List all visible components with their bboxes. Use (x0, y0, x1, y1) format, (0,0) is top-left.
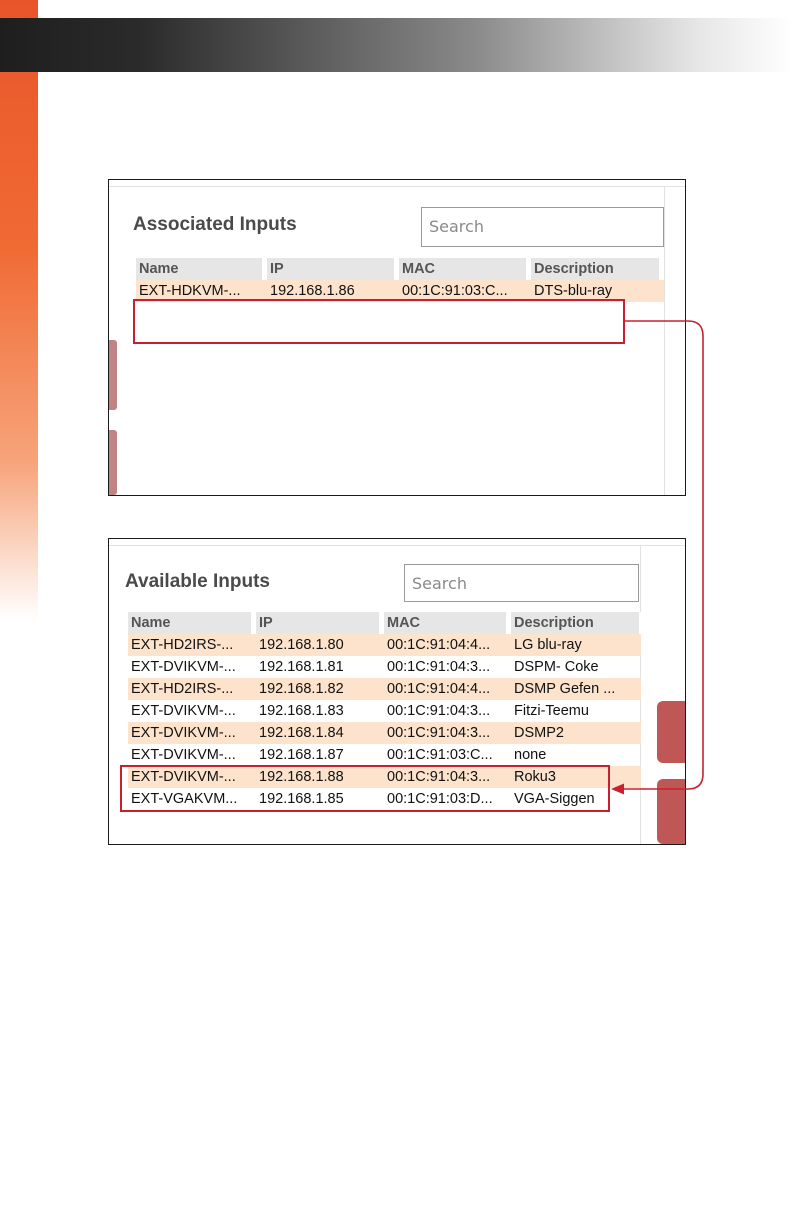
cell-description: Roku3 (514, 769, 556, 785)
cell-name: EXT-DVIKVM-... (131, 747, 236, 763)
cell-ip: 192.168.1.81 (259, 659, 344, 675)
column-header-ip[interactable]: IP (267, 258, 396, 280)
cell-mac: 00:1C:91:03:C... (402, 283, 508, 299)
cell-mac: 00:1C:91:04:3... (387, 769, 491, 785)
cell-ip: 192.168.1.88 (259, 769, 344, 785)
cell-description: DSMP Gefen ... (514, 681, 616, 697)
column-header-mac[interactable]: MAC (384, 612, 508, 634)
cell-mac: 00:1C:91:04:3... (387, 703, 491, 719)
cell-description: DTS-blu-ray (534, 283, 613, 299)
column-header-mac[interactable]: MAC (399, 258, 528, 280)
cell-mac: 00:1C:91:03:D... (387, 791, 493, 807)
cell-mac: 00:1C:91:04:4... (387, 637, 491, 653)
cell-ip: 192.168.1.86 (270, 283, 355, 299)
cell-ip: 192.168.1.83 (259, 703, 344, 719)
cell-description: VGA-Siggen (514, 791, 595, 807)
column-header-description[interactable]: Description (531, 258, 661, 280)
cell-name: EXT-DVIKVM-... (131, 703, 236, 719)
cell-ip: 192.168.1.82 (259, 681, 344, 697)
cell-ip: 192.168.1.84 (259, 725, 344, 741)
cell-mac: 00:1C:91:03:C... (387, 747, 493, 763)
cell-description: Fitzi-Teemu (514, 703, 589, 719)
column-header-description[interactable]: Description (511, 612, 641, 634)
column-header-ip[interactable]: IP (256, 612, 381, 634)
cell-description: DSMP2 (514, 725, 564, 741)
cell-name: EXT-HD2IRS-... (131, 637, 234, 653)
arrow-head-icon (611, 784, 624, 795)
cell-mac: 00:1C:91:04:3... (387, 659, 491, 675)
cell-name: EXT-DVIKVM-... (131, 659, 236, 675)
column-header-name[interactable]: Name (136, 258, 264, 280)
connector-line (624, 321, 703, 789)
panel-title: Available Inputs (125, 571, 270, 592)
cell-name: EXT-DVIKVM-... (131, 725, 236, 741)
column-header-name[interactable]: Name (128, 612, 253, 634)
search-input[interactable]: Search (421, 207, 664, 247)
panel-title: Associated Inputs (133, 214, 297, 235)
search-input[interactable]: Search (404, 564, 639, 602)
cell-description: none (514, 747, 547, 763)
cell-name: EXT-HD2IRS-... (131, 681, 234, 697)
cell-ip: 192.168.1.87 (259, 747, 344, 763)
cell-name: EXT-DVIKVM-... (131, 769, 236, 785)
cell-name: EXT-HDKVM-... (139, 283, 241, 299)
cell-mac: 00:1C:91:04:3... (387, 725, 491, 741)
cell-name: EXT-VGAKVM... (131, 791, 238, 807)
cell-ip: 192.168.1.85 (259, 791, 344, 807)
cell-description: LG blu-ray (514, 637, 582, 653)
cell-ip: 192.168.1.80 (259, 637, 344, 653)
cell-mac: 00:1C:91:04:4... (387, 681, 491, 697)
cell-description: DSPM- Coke (514, 659, 599, 675)
